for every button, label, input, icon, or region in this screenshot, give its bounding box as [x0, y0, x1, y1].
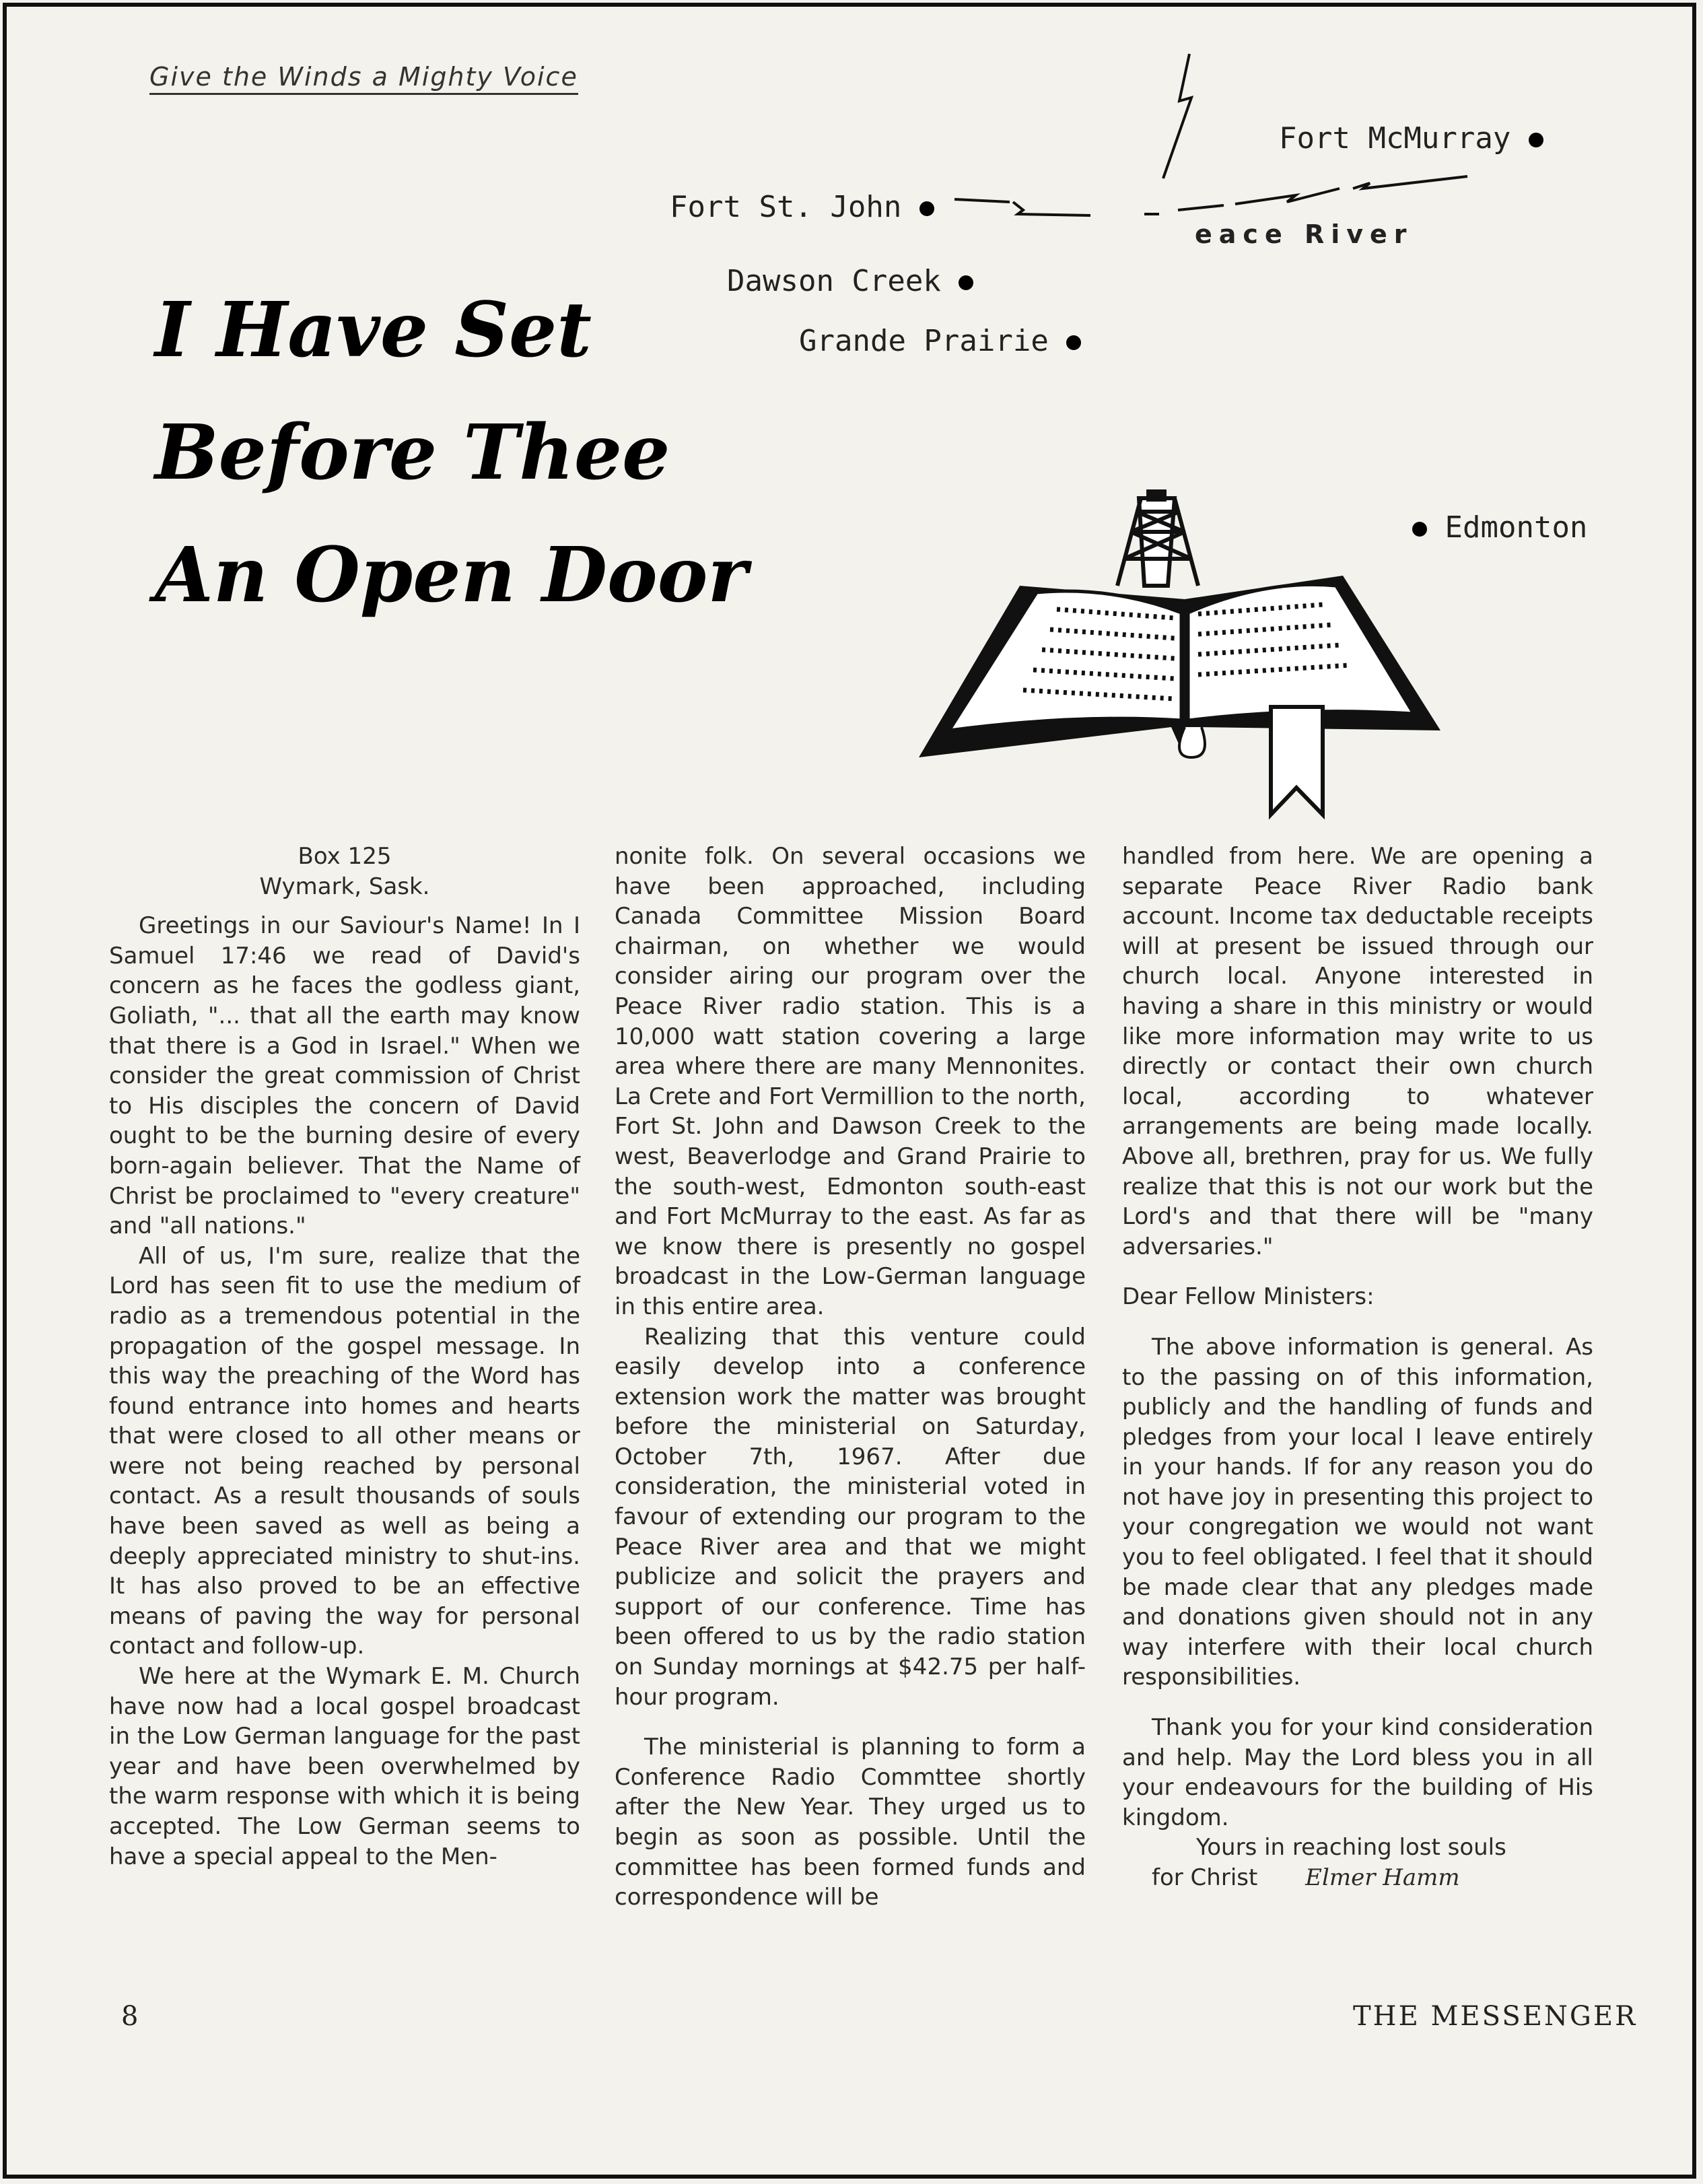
page-number: 8	[121, 2001, 139, 2032]
signature-line	[1122, 1863, 1593, 1893]
city-label: Fort St. John	[670, 190, 902, 224]
title-line-3: An Open Door	[155, 531, 748, 619]
running-head: Give the Winds a Mighty Voice	[149, 62, 578, 95]
article-column-3	[1122, 842, 1593, 1893]
radio-bible-illustration	[0, 0, 1703, 842]
paragraph: The ministerial is planning to form a Conference Radio Commttee shortly after the New Year. They urged us to begin as soon as possible. Until the committee has been formed funds and correspondence will be	[615, 1734, 1086, 1911]
address-line-1: Box 125	[298, 843, 392, 870]
paragraph: Thank you for your kind consideration and help. May the Lord bless you in all your endeavours for the building of His kingdom.	[1122, 1714, 1593, 1831]
city-label: Fort McMurray	[1279, 121, 1511, 156]
article-column-1	[109, 842, 580, 1872]
city-label: Dawson Creek	[727, 264, 941, 298]
paragraph: All of us, I'm sure, realize that the Lord has seen fit to use the medium of radio as a tremendous potential in the propagation of the gospel message. In this way the preaching of the Word has found entrance into homes and hearts that were closed to all other means or were not being reached by personal contact. As a result thousands of souls have been saved as well as being a deeply appreciated ministry to shut-ins. It has also proved to be an effective means of paving the way for personal contact and follow-up.	[109, 1242, 580, 1660]
address-line-2: Wymark, Sask.	[259, 873, 430, 900]
signal-lines	[954, 54, 1467, 215]
publication-name: THE MESSENGER	[1353, 2001, 1638, 2032]
paragraph: handled from here. We are opening a separate Peace River Radio bank account. Income tax deductable receipts will at present be issued through our church local. Anyone interested in having a share in this ministry or would like more information may write to us directly or contact their own church local, according to whatever arrangements are being made locally. Above all, brethren, pray for us. We fully realize that this is not our work but the Lord's and that there will be "many adversaries."	[1122, 843, 1593, 1260]
closing-line: Yours in reaching lost souls	[1196, 1834, 1506, 1862]
city-label: Grande Prairie	[799, 324, 1049, 358]
radio-tower-icon	[1117, 491, 1198, 586]
paragraph: We here at the Wymark E. M. Church have now had a local gospel broadcast in the Low German language for the past year and have been overwhelmed by the warm response with which it is being accepted. The Low German seems to have a special appeal to the Men-	[109, 1663, 580, 1870]
article-column-2	[615, 842, 1086, 1913]
title-line-1: I Have Set	[155, 286, 592, 374]
paragraph: Realizing that this venture could easily develop into a conference extension work the matter was brought before the ministerial on Saturday, October 7th, 1967. After due consideration, the ministerial voted in favour of extending our program to the Peace River area and that we might publicize and solicit the prayers and support of our conference. Time has been offered to us by the radio station on Sunday mornings at $42.75 per half-hour program.	[615, 1323, 1086, 1711]
title-line-2: Before Thee	[155, 409, 670, 497]
city-label: Edmonton	[1445, 510, 1588, 545]
paragraph: Greetings in our Saviour's Name! In I Samuel 17:46 we read of David's concern as he faces the godless giant, Goliath, "... that all the earth may know that there is a God in Israel." When we consider the great commission of Christ to His disciples the concern of David ought to be the burning desire of every born-again believer. That the Name of Christ be proclaimed to "every creature" and "all nations."	[109, 912, 580, 1240]
closing-line-2: for Christ	[1152, 1864, 1258, 1891]
paragraph: nonite folk. On several occasions we have been approached, including Canada Committee Mission Board chairman, on whether we would consider airing our program over the Peace River radio station. This is a 10,000 watt station covering a large area where there are many Mennonites. La Crete and Fort Vermillion to the north, Fort St. John and Dawson Creek to the west, Beaverlodge and Grand Prairie to the south-west, Edmonton south-east and Fort McMurray to the east. As far as we know there is presently no gospel broadcast in the Low-German language in this entire area.	[615, 843, 1086, 1320]
open-bible-icon	[919, 576, 1440, 815]
salutation: Dear Fellow Ministers:	[1122, 1283, 1375, 1311]
paragraph: The above information is general. As to the passing on of this information, publicly and the handling of funds and pledges from your local I leave entirely in your hands. If for any reason you do not have joy in presenting this project to your congregation we would not want you to feel obligated. I feel that it should be made clear that any pledges made and donations given should not in any way interfere with their local church responsibilities.	[1122, 1333, 1593, 1691]
map-city-peace-river: eace River	[1195, 219, 1414, 249]
signer-name: Elmer Hamm	[1305, 1864, 1460, 1891]
